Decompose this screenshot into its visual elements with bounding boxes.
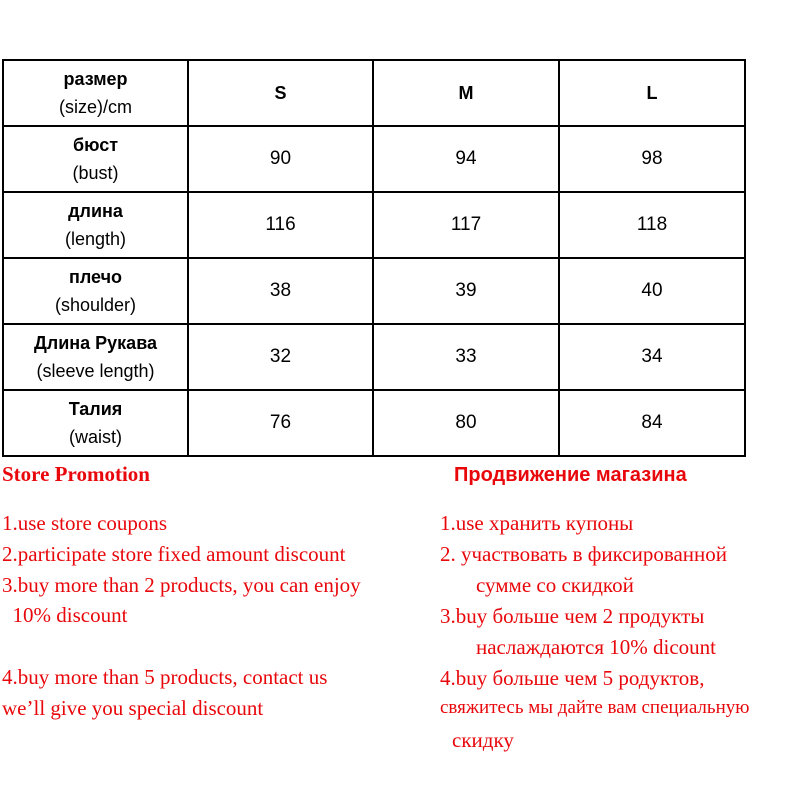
- table-cell: 38: [188, 258, 373, 324]
- table-cell: 32: [188, 324, 373, 390]
- size-chart-table: [2, 59, 746, 457]
- table-cell: 80: [373, 390, 559, 456]
- promo-title-en: Store Promotion: [2, 462, 150, 486]
- size-header-l: L: [559, 60, 745, 126]
- row-label-ru: Длина Рукава: [33, 333, 158, 353]
- row-label-cell: [3, 192, 188, 258]
- table-row-bust: [3, 126, 745, 192]
- promo-line-ru: скидку: [452, 728, 514, 752]
- table-cell: 33: [373, 324, 559, 390]
- promo-line-ru: наслаждаются 10% dicount: [476, 635, 717, 659]
- promo-line-en: 10% discount: [2, 603, 128, 627]
- promo-line-ru: 3.buy больше чем 2 продукты: [440, 604, 705, 628]
- size-header-row: [3, 60, 745, 126]
- row-label-cell: [3, 258, 188, 324]
- table-cell: 84: [559, 390, 745, 456]
- table-row-length: [3, 192, 745, 258]
- row-label-ru: длина: [68, 201, 123, 221]
- promo-line-en: 2.participate store fixed amount discount: [2, 542, 346, 566]
- size-header-label-cell: [3, 60, 188, 126]
- table-row-shoulder: [3, 258, 745, 324]
- size-header-label-en: (size)/cm: [59, 97, 132, 117]
- promo-line-ru: 4.buy больше чем 5 родуктов,: [440, 666, 705, 690]
- table-cell: 90: [188, 126, 373, 192]
- size-header-m: M: [373, 60, 559, 126]
- table-cell: 94: [373, 126, 559, 192]
- row-label-en: (waist): [69, 427, 122, 447]
- row-label-ru: плечо: [68, 267, 123, 287]
- promo-line-ru: 2. участвовать в фиксированной: [440, 542, 727, 566]
- table-cell: 118: [559, 192, 745, 258]
- row-label-en: (bust): [72, 163, 119, 183]
- table-cell: 98: [559, 126, 745, 192]
- table-cell: 116: [188, 192, 373, 258]
- table-cell: 76: [188, 390, 373, 456]
- promo-line-en: 4.buy more than 5 products, contact us: [2, 665, 328, 689]
- row-label-en: (length): [64, 229, 127, 249]
- table-row-sleeve-length: [3, 324, 745, 390]
- promo-line-en: 3.buy more than 2 products, you can enjoy: [2, 573, 361, 597]
- promo-line-en: 1.use store coupons: [2, 511, 168, 535]
- row-label-en: (sleeve length): [36, 361, 155, 381]
- table-row-waist: [3, 390, 745, 456]
- row-label-cell: [3, 324, 188, 390]
- size-header-label-ru: размер: [63, 69, 128, 89]
- promo-line-en: we’ll give you special discount: [2, 696, 264, 720]
- row-label-en: (shoulder): [54, 295, 137, 315]
- size-header-s: S: [188, 60, 373, 126]
- table-cell: 34: [559, 324, 745, 390]
- promo-line-ru: 1.use хранить купоны: [440, 511, 634, 535]
- table-cell: 39: [373, 258, 559, 324]
- row-label-cell: [3, 390, 188, 456]
- promo-line-ru: сумме со скидкой: [476, 573, 634, 597]
- table-cell: 117: [373, 192, 559, 258]
- row-label-ru: Талия: [68, 399, 123, 419]
- promo-title-ru: Продвижение магазина: [454, 464, 687, 486]
- row-label-cell: [3, 126, 188, 192]
- promo-line-ru: свяжитесь мы дайте вам специальную: [440, 697, 750, 718]
- row-label-ru: бюст: [72, 135, 119, 155]
- table-cell: 40: [559, 258, 745, 324]
